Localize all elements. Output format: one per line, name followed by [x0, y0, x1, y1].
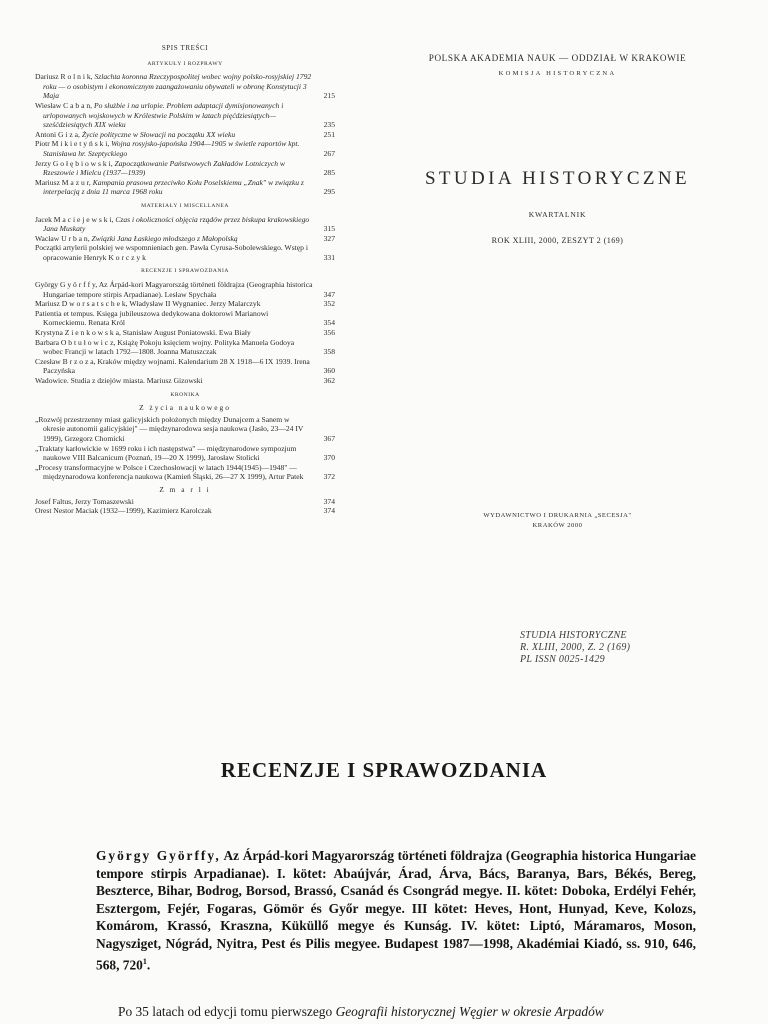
- toc-entry-text: [35, 506, 313, 516]
- toc-entry-text: [35, 338, 313, 357]
- toc-entry-text: [35, 101, 313, 130]
- toc-entry: [35, 234, 335, 244]
- toc-entry-text: [35, 299, 313, 309]
- commission-name: KOMISJA HISTORYCZNA: [498, 70, 617, 77]
- toc-materials-list: [35, 215, 335, 263]
- toc-entry-title: Wojna rosyjsko-japońska 1904—1905 w świetle raportów kpt. Stanisława hr. Szeptyckiego: [43, 139, 300, 158]
- citation-line-3: PL ISSN 0025-1429: [520, 654, 605, 665]
- toc-entry-text: [35, 463, 313, 482]
- toc-entry-title: Początki artylerii polskiej we wspomnieniach gen. Pawła Cyrusa-Sobolewskiego. Wstęp i opracowanie Henryk K o r c z y k: [35, 243, 308, 262]
- toc-entry-page: 295: [323, 187, 335, 197]
- toc-entry-title: Mariusz D w o r s a t s c h e k, Władysław II Wygnaniec. Jerzy Malarczyk: [35, 299, 261, 309]
- toc-entry-page: 347: [323, 289, 335, 299]
- review-entry-text: Az Árpád-kori Magyarország történeti földrajza (Geographia historica Hungariae tempore stirpis Arpadianae). I. kötet: Abaújvár, Árad, Árva, Bács, Baranya, Bars, Békés, Bereg, Beszterce, Bihar, Bodrog, Borsod, Brassó, Csanád és Csongrád megye. II. kötet: Doboka, Erdélyi Fehér, Esztergom, Fejér, Fogaras, Gömör és Győr megye. III kötet: Heves, Hont, Hunyad, Keve, Kolozs, Komárom, Krassó, Kraszna, Küküllő megye és Kunság. IV. kötet: Liptó, Máramaros, Moson, Nagysziget, Nógrád, Nyitra, Pest és Pilis megyee. Budapest 1987—1998, Akadémiai Kiadó, ss. 910, 646, 568, 720: [96, 848, 696, 973]
- toc-entry-page: 367: [323, 433, 335, 443]
- toc-entry-title: Wadowice. Studia z dziejów miasta. Mariusz Gizowski: [35, 376, 203, 385]
- toc-entry-author: Wiesław C a b a n,: [35, 100, 93, 110]
- toc-entry-title: Barbara O b t u ł o w i c z, Książę Pokoju księciem wojny. Polityka Manuela Godoya wobec Francji w latach 1792—1808. Joanna Matuszczak: [35, 337, 295, 357]
- toc-entry-title: „Rozwój przestrzenny miast galicyjskich położonych między Dunajcem a Sanem w okresie autonomii galicyjskiej" — międzynarodowa sesja naukowa (Jasło, 23—24 IV 1999), Grzegorz Chomicki: [35, 414, 304, 443]
- toc-entry-title: Związki Jana Łaskiego młodszego z Małopolską: [91, 233, 238, 243]
- toc-section-reviews: RECENZJE I SPRAWOZDANIA: [141, 268, 229, 275]
- toc-entry-page: 215: [323, 91, 335, 101]
- toc-section-chronicle: KRONIKA: [170, 391, 200, 398]
- footnote-mark: 1: [142, 956, 147, 966]
- toc-entry-text: [35, 309, 313, 328]
- toc-entry-text: [35, 139, 313, 158]
- toc-entry-text: [35, 444, 313, 463]
- toc-entry: [35, 139, 335, 158]
- toc-entry: [35, 72, 335, 101]
- toc-entry-author: Dariusz R o l n i k,: [35, 72, 93, 82]
- toc-articles-list: [35, 72, 335, 197]
- review-author: György Györffy,: [96, 848, 221, 863]
- citation-block: [520, 630, 630, 666]
- toc-entry: [35, 463, 335, 482]
- citation-line-2: R. XLIII, 2000, Z. 2 (169): [520, 642, 631, 653]
- toc-section-materials: MATERIAŁY I MISCELLANEA: [141, 202, 229, 209]
- toc-chronicle-list: [35, 415, 335, 482]
- journal-frequency: KWARTALNIK: [528, 210, 587, 219]
- toc-entry-title: Życie polityczne w Słowacji na początku XX wieku: [81, 129, 236, 139]
- toc-entry: [35, 130, 335, 140]
- review-paragraph-start: Po 35 latach od edycji tomu pierwszego: [118, 1004, 333, 1019]
- toc-entry-title: Czas i okoliczności objęcia rządów przez biskupa krakowskiego Jana Muskaty: [43, 214, 310, 234]
- toc-entry-page: 358: [323, 347, 335, 357]
- toc-entry-title: Orest Nestor Maciak (1932—1999), Kazimierz Karolczak: [35, 506, 212, 516]
- toc-entry-title: Krystyna Z i e n k o w s k a, Stanisław August Poniatowski. Ewa Biały: [35, 328, 251, 338]
- toc-entry-page: 354: [323, 318, 335, 328]
- toc-entry-text: [35, 280, 313, 299]
- toc-entry-text: [35, 376, 313, 386]
- toc-entry-text: [35, 215, 313, 234]
- toc-entry-text: [35, 415, 313, 444]
- journal-title: STUDIA HISTORYCZNE: [424, 168, 691, 189]
- toc-entry-author: Mariusz M a z u r,: [35, 177, 91, 187]
- toc-entry-page: 352: [323, 299, 335, 309]
- toc-entry: [35, 376, 335, 386]
- toc-entry-author: Piotr M i k i e t y ń s k i,: [35, 139, 110, 149]
- toc-entry-page: 374: [323, 496, 335, 506]
- toc-subsection-obituaries: Z m a r l i: [159, 484, 211, 494]
- toc-entry-page: 251: [323, 129, 335, 139]
- toc-entry-text: [35, 159, 313, 178]
- toc-reviews-list: [35, 280, 335, 386]
- toc-entry: [35, 159, 335, 178]
- toc-entry-page: 285: [323, 168, 335, 178]
- toc-entry-title: Kampania prasowa przeciwko Kołu Poselskiemu „Znak" w związku z interpelacją z dnia 11 marca 1968 roku: [43, 177, 304, 197]
- toc-entry-page: 327: [323, 233, 335, 243]
- toc-entry-page: 370: [323, 453, 335, 463]
- toc-entry-title: Szlachta koronna Rzeczypospolitej wobec wojny polsko-rosyjskiej 1792 roku — o osobistym i ekonomicznym zaangażowaniu obywateli w obronę Konstytucji 3 Maja: [43, 72, 312, 101]
- toc-entry: [35, 506, 335, 516]
- toc-entry-title: Po służbie i na urlopie. Problem adaptacji dymisjonowanych i urlopowanych wojskowych w Królestwie Polskim w latach pięćdziesiątych—sześćdziesiątych XIX wieku: [43, 100, 284, 130]
- toc-entry-page: 362: [323, 376, 335, 385]
- toc-entry-author: Antoni G i z a,: [35, 129, 80, 139]
- toc-entry-title: Josef Faltus, Jerzy Tomaszewski: [35, 496, 134, 506]
- toc-entry-page: 372: [323, 472, 335, 482]
- toc-obituaries-list: [35, 497, 335, 516]
- toc-entry: [35, 178, 335, 197]
- toc-entry-author: Wacław U r b a n,: [35, 233, 90, 243]
- toc-entry: [35, 299, 335, 309]
- toc-entry: [35, 415, 335, 444]
- toc-entry: [35, 328, 335, 338]
- toc-entry-page: 374: [323, 506, 335, 516]
- toc-section-articles: ARTYKUŁY I ROZPRAWY: [147, 60, 223, 67]
- toc-entry-text: [35, 130, 313, 140]
- review-entry: György Györffy, Az Árpád-kori Magyarország történeti földrajza (Geographia historica Hungariae tempore stirpis Arpadianae). I. kötet: Abaújvár, Árad, Árva, Bács, Baranya, Bars, Békés, Bereg, Beszterce, Bihar, Bodrog, Borsod, Brassó, Csanád és Csongrád megye. II. kötet: Doboka, Erdélyi Fehér, Esztergom, Fejér, Fogaras, Gömör és Győr megye. III kötet: Heves, Hont, Hunyad, Keve, Kolozs, Komárom, Krassó, Kraszna, Küküllő megye és Kunság. IV. kötet: Liptó, Máramaros, Moson, Nagysziget, Nógrád, Nyitra, Pest és Pilis megyee. Budapest 1987—1998, Akadémiai Kiadó, ss. 910, 646, 568, $720^1$.: [96, 848, 696, 973]
- toc-entry-page: 235: [323, 120, 335, 130]
- toc-entry: [35, 309, 335, 328]
- toc-heading: SPIS TREŚCI: [161, 44, 209, 52]
- publisher: WYDAWNICTWO I DRUKARNIA „SECESJA": [483, 512, 632, 519]
- toc-entry-title: Patientia et tempus. Księga jubileuszowa dedykowana doktorowi Marianowi Korneckiemu. Renata Król: [35, 308, 269, 328]
- place-year: KRAKÓW 2000: [532, 522, 583, 529]
- toc-entry: [35, 101, 335, 130]
- toc-entry-text: [35, 178, 313, 197]
- toc-entry-author: Jacek M a c i e j e w s k i,: [35, 214, 114, 224]
- toc-entry-title: György G y ö r f f y, Az Árpád-kori Magyarország történeti földrajza (Geographia historica Hungariae tempore stirpis Arpadianae). Lesław Spychała: [35, 280, 313, 299]
- toc-entry: [35, 338, 335, 357]
- toc-entry-title: Zapoczątkowanie Państwowych Zakładów Lotniczych w Rzeszowie i Mielcu (1937—1939): [43, 158, 285, 178]
- citation-line-1: STUDIA HISTORYCZNE: [520, 630, 627, 641]
- toc-entry-page: 356: [323, 328, 335, 338]
- toc-entry: [35, 215, 335, 234]
- review-paragraph-italic: Geografii historycznej Węgier w okresie Arpadów: [335, 1004, 604, 1019]
- toc-entry: [35, 357, 335, 376]
- toc-entry-text: [35, 243, 313, 262]
- toc-entry-page: 267: [323, 148, 335, 158]
- toc-entry-title: „Traktaty karłowickie w 1699 roku i ich następstwa" — międzynarodowe sympozjum naukowe VIII Balcanicum (Poznań, 19—20 X 1999), Jarosław Stolicki: [35, 443, 297, 463]
- toc-entry-page: 315: [323, 224, 335, 234]
- issue-info: ROK XLIII, 2000, ZESZYT 2 (169): [491, 236, 624, 245]
- table-of-contents: [35, 44, 335, 516]
- toc-entry-page: 360: [323, 366, 335, 376]
- toc-entry-text: [35, 72, 313, 101]
- toc-entry: [35, 280, 335, 299]
- review-paragraph: [118, 1004, 718, 1020]
- toc-entry-author: Jerzy G o ł ę b i o w s k i,: [35, 158, 113, 168]
- toc-subsection-scientific-life: Z życia naukowego: [139, 403, 231, 413]
- toc-entry: [35, 497, 335, 507]
- toc-entry: [35, 243, 335, 262]
- toc-entry-text: [35, 328, 313, 338]
- toc-entry-title: „Procesy transformacyjne w Polsce i Czechosłowacji w latach 1944(1945)—1948" — międzynarodowa konferencja naukowa (Kamień Śląski, 26—27 X 1999), Artur Patek: [35, 462, 304, 482]
- toc-entry-title: Czesław B r z o z a, Kraków między wojnami. Kalendarium 28 X 1918—6 IX 1939. Irena Paczyńska: [35, 356, 310, 376]
- toc-entry: [35, 444, 335, 463]
- toc-entry-text: [35, 234, 313, 244]
- toc-entry-text: [35, 497, 313, 507]
- toc-entry-page: 331: [323, 252, 335, 262]
- toc-entry-text: [35, 357, 313, 376]
- review-section-heading: RECENZJE I SPRAWOZDANIA: [220, 758, 548, 782]
- academy-name: POLSKA AKADEMIA NAUK — ODDZIAŁ W KRAKOWIE: [428, 53, 687, 63]
